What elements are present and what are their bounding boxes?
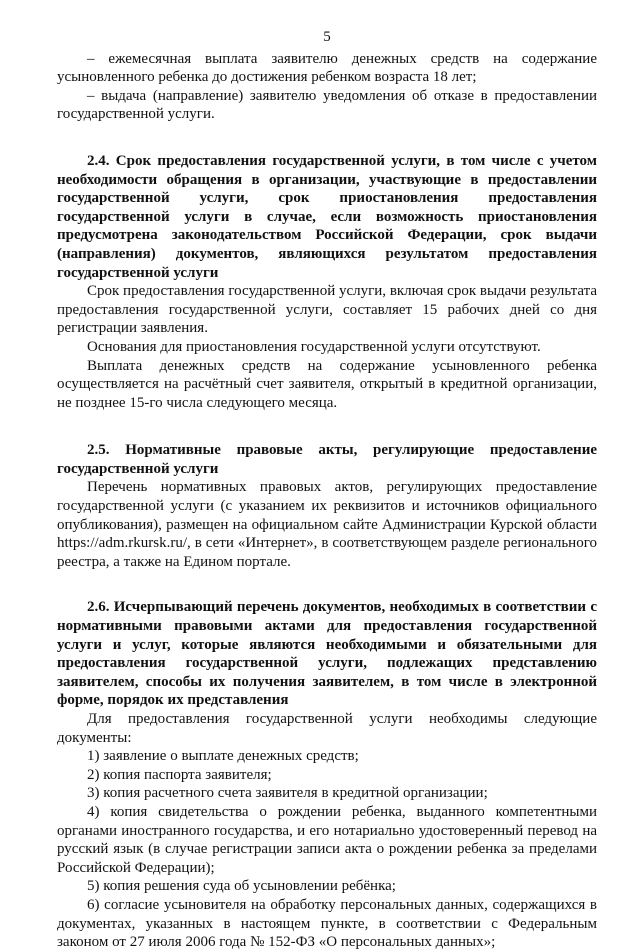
document-list-item-1: 1) заявление о выплате денежных средств;	[87, 748, 359, 765]
section-2-5-heading: 2.5. Нормативные правовые акты, регулирующие предоставление государственной услуги	[57, 442, 597, 477]
section-2-4-heading: 2.4. Срок предоставления государственной услуги, в том числе с учетом необходимости обращения в организации, участвующие в предоставлении государственной услуги, срок приостановления предоставления государственной услуги в случае, если возможность приостановления предусмотрена законодательством Российской Федерации, срок выдачи (направления) документов, являющихся результатом предоставления государственной услуги	[57, 152, 597, 281]
section-2-6-heading: 2.6. Исчерпывающий перечень документов, необходимых в соответствии с нормативными правовыми актами для предоставления государственной услуги и услуг, которые являются необходимыми и обязательными для предоставления государственной услуги, подлежащих представлению заявителем, способы их получения заявителем, в том числе в электронной форме, порядок их представления	[57, 599, 597, 709]
document-list-item-2: 2) копия паспорта заявителя;	[87, 766, 272, 783]
section-2-5-paragraph-1: Перечень нормативных правовых актов, регулирующих предоставление государственной услуги (с указанием их реквизитов и источников официального опубликования), размещен на официальном сайте Администрации Курской области https://adm.rkursk.ru/, в сети «Интернет», в соответствующем разделе регионального реестра, а также на Едином портале.	[57, 479, 597, 570]
document-list-item-6: 6) согласие усыновителя на обработку персональных данных, содержащихся в документах, указанных в настоящем пункте, в соответствии с Федеральным законом от 27 июля 2006 года № 152-ФЗ «О персональных данных»;	[57, 896, 597, 951]
intro-item-1: – ежемесячная выплата заявителю денежных средств на содержание усыновленного ребенка до достижения ребенком возраста 18 лет;	[57, 50, 597, 86]
page-number: 5	[323, 29, 331, 45]
section-2-4-paragraph-3: Выплата денежных средств на содержание усыновленного ребенка осуществляется на расчётный счет заявителя, открытый в кредитной организации, не позднее 15-го числа следующего месяца.	[57, 357, 597, 411]
document-list-item-5: 5) копия решения суда об усыновлении ребёнка;	[87, 878, 396, 895]
document-list-item-3: 3) копия расчетного счета заявителя в кредитной организации;	[87, 785, 488, 802]
section-2-4-paragraph-1: Срок предоставления государственной услуги, включая срок выдачи результата предоставления государственной услуги, составляет 15 рабочих дней со дня регистрации заявления.	[57, 283, 597, 337]
intro-item-2: – выдача (направление) заявителю уведомления об отказе в предоставлении государственной услуги.	[57, 87, 597, 123]
document-page	[57, 28, 597, 952]
section-2-4-paragraph-2: Основания для приостановления государственной услуги отсутствуют.	[87, 338, 541, 355]
document-list-item-4: 4) копия свидетельства о рождении ребенка, выданного компетентными органами иностранного государства, и его нотариально удостоверенный перевод на русский язык (в случае регистрации записи акта о рождении ребенка за пределами Российской Федерации);	[57, 803, 597, 876]
section-2-6-intro: Для предоставления государственной услуги необходимы следующие документы:	[57, 711, 597, 746]
